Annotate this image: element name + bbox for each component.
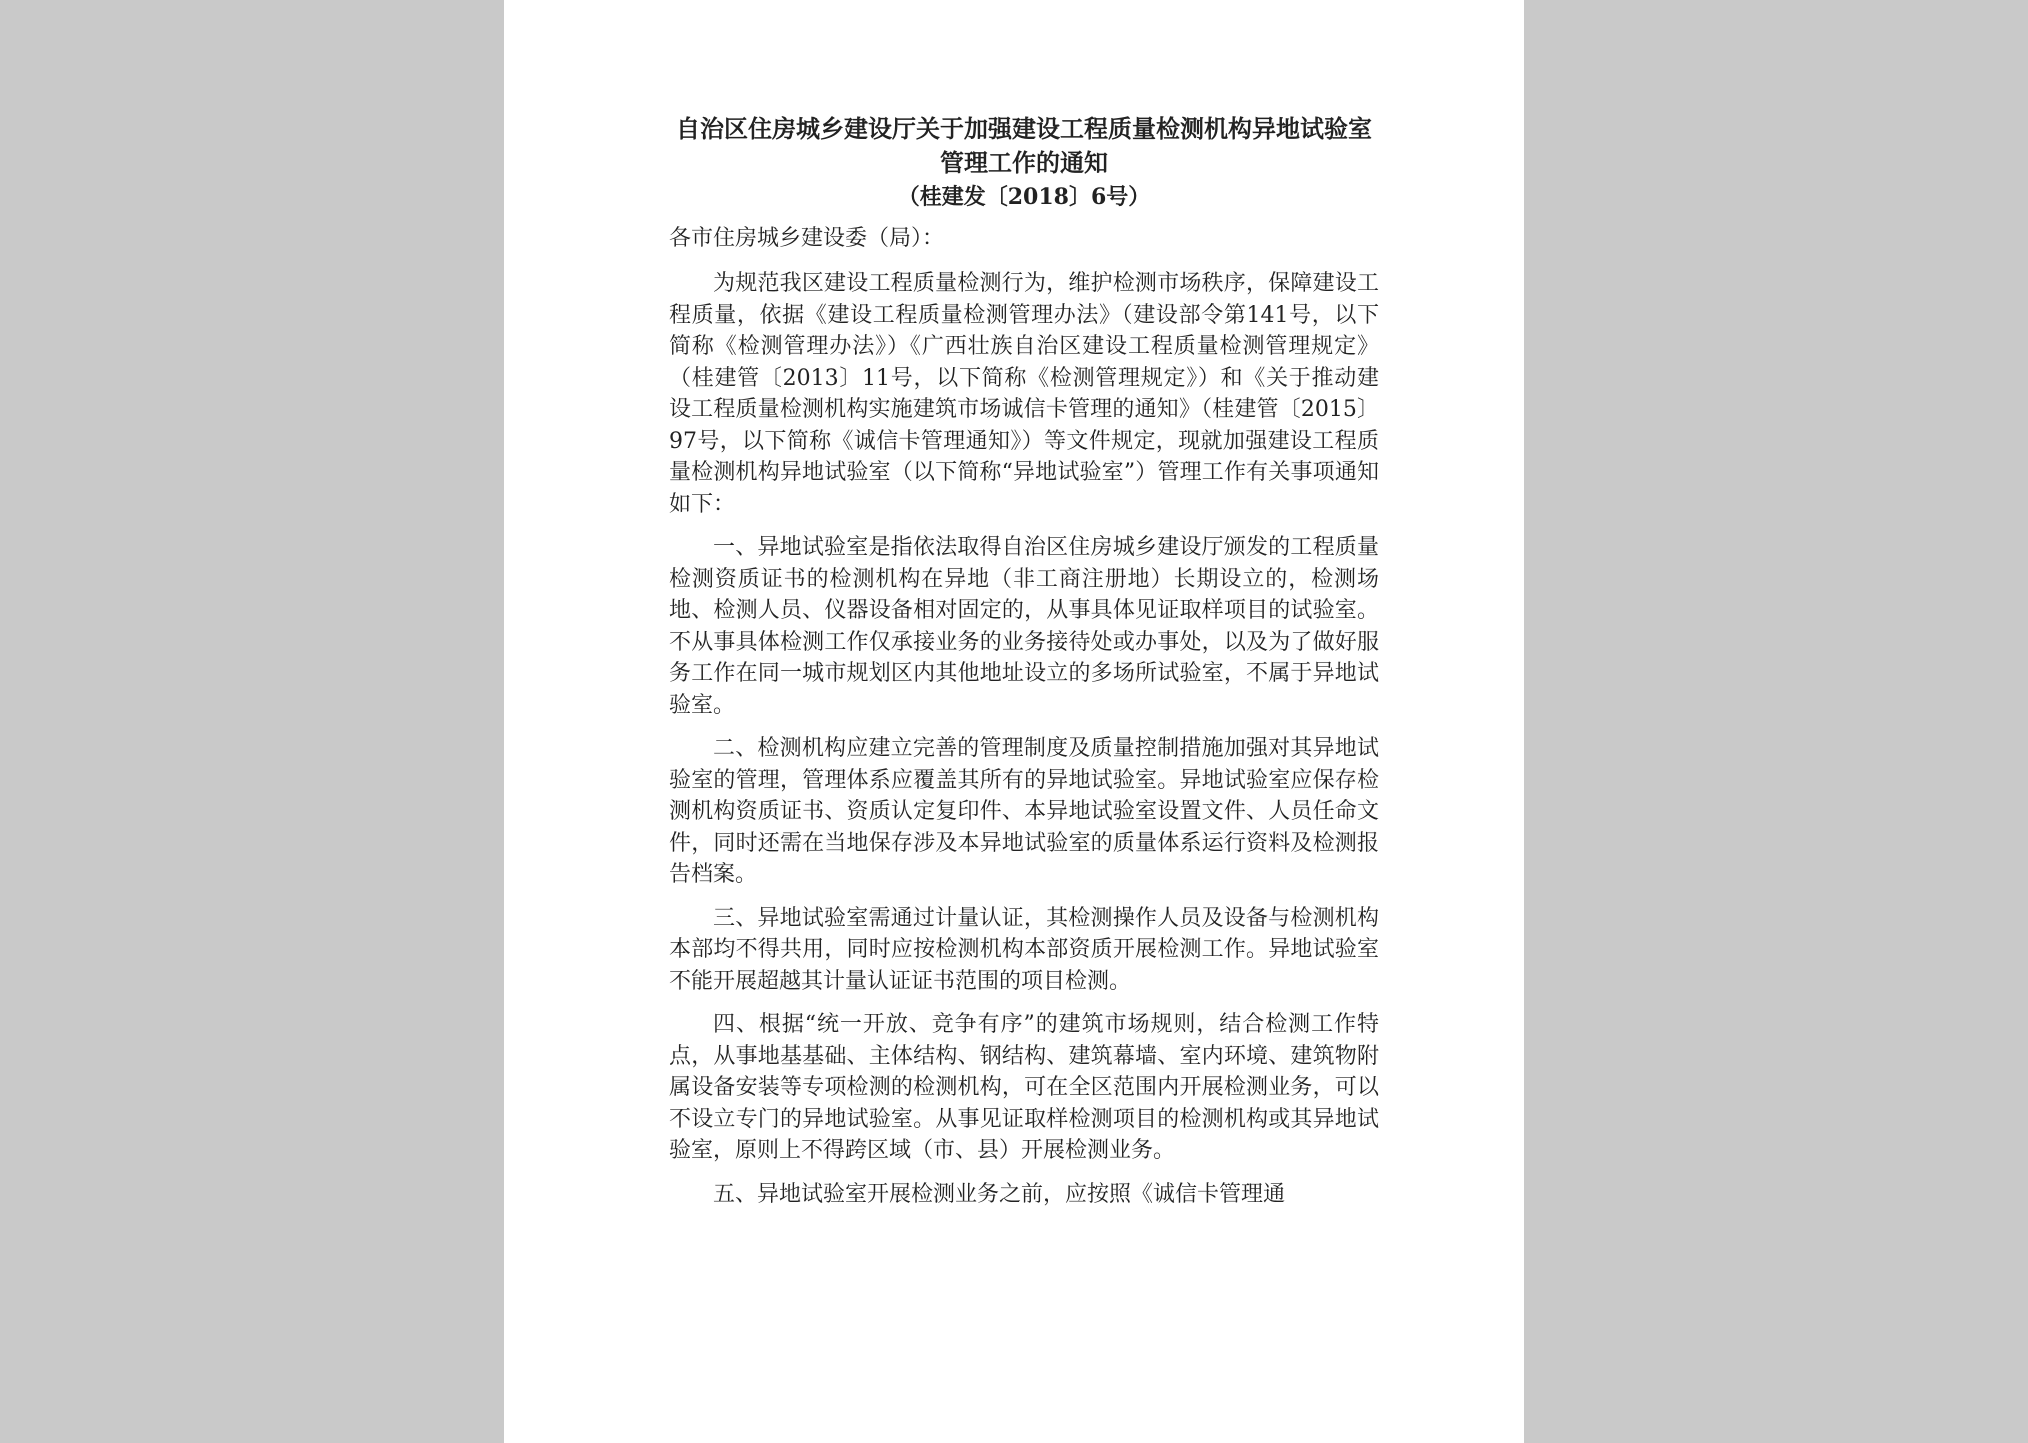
paragraph-item-5: 五、异地试验室开展检测业务之前，应按照《诚信卡管理通: [713, 1181, 1286, 1207]
document-number: （桂建发〔2018〕6号）: [897, 184, 1151, 210]
document-title: [669, 112, 1379, 214]
title-line-1: 自治区住房城乡建设厅关于加强建设工程质量检测机构异地试验室: [676, 114, 1372, 143]
paragraph-intro: 为规范我区建设工程质量检测行为，维护检测市场秩序，保障建设工程质量，依据《建设工程质量检测管理办法》（建设部令第141号，以下简称《检测管理办法》）《广西壮族自治区建设工程质量检测管理规定》（桂建管〔2013〕11号，以下简称《检测管理规定》）和《关于推动建设工程质量检测机构实施建筑市场诚信卡管理的通知》（桂建管〔2015〕97号，以下简称《诚信卡管理通知》）等文件规定，现就加强建设工程质量检测机构异地试验室（以下简称“异地试验室”）管理工作有关事项通知如下：: [669, 271, 1379, 517]
document-content: [669, 112, 1379, 1222]
document-page: [504, 0, 1524, 1443]
paragraph-item-3: 三、异地试验室需通过计量认证，其检测操作人员及设备与检测机构本部均不得共用，同时应按检测机构本部资质开展检测工作。异地试验室不能开展超越其计量认证证书范围的项目检测。: [669, 905, 1379, 994]
salutation: 各市住房城乡建设委（局）：: [669, 226, 945, 251]
title-line-2: 管理工作的通知: [940, 148, 1108, 177]
paragraph-item-1: 一、异地试验室是指依法取得自治区住房城乡建设厅颁发的工程质量检测资质证书的检测机构在异地（非工商注册地）长期设立的，检测场地、检测人员、仪器设备相对固定的，从事具体见证取样项目的试验室。不从事具体检测工作仅承接业务的业务接待处或办事处，以及为了做好服务工作在同一城市规划区内其他地址设立的多场所试验室，不属于异地试验室。: [669, 535, 1379, 718]
paragraph-item-4: 四、根据“统一开放、竞争有序”的建筑市场规则，结合检测工作特点，从事地基基础、主体结构、钢结构、建筑幕墙、室内环境、建筑物附属设备安装等专项检测的检测机构，可在全区范围内开展检测业务，可以不设立专门的异地试验室。从事见证取样检测项目的检测机构或其异地试验室，原则上不得跨区域（市、县）开展检测业务。: [669, 1012, 1379, 1163]
paragraph-item-2: 二、检测机构应建立完善的管理制度及质量控制措施加强对其异地试验室的管理，管理体系应覆盖其所有的异地试验室。异地试验室应保存检测机构资质证书、资质认定复印件、本异地试验室设置文件、人员任命文件，同时还需在当地保存涉及本异地试验室的质量体系运行资料及检测报告档案。: [669, 736, 1379, 887]
